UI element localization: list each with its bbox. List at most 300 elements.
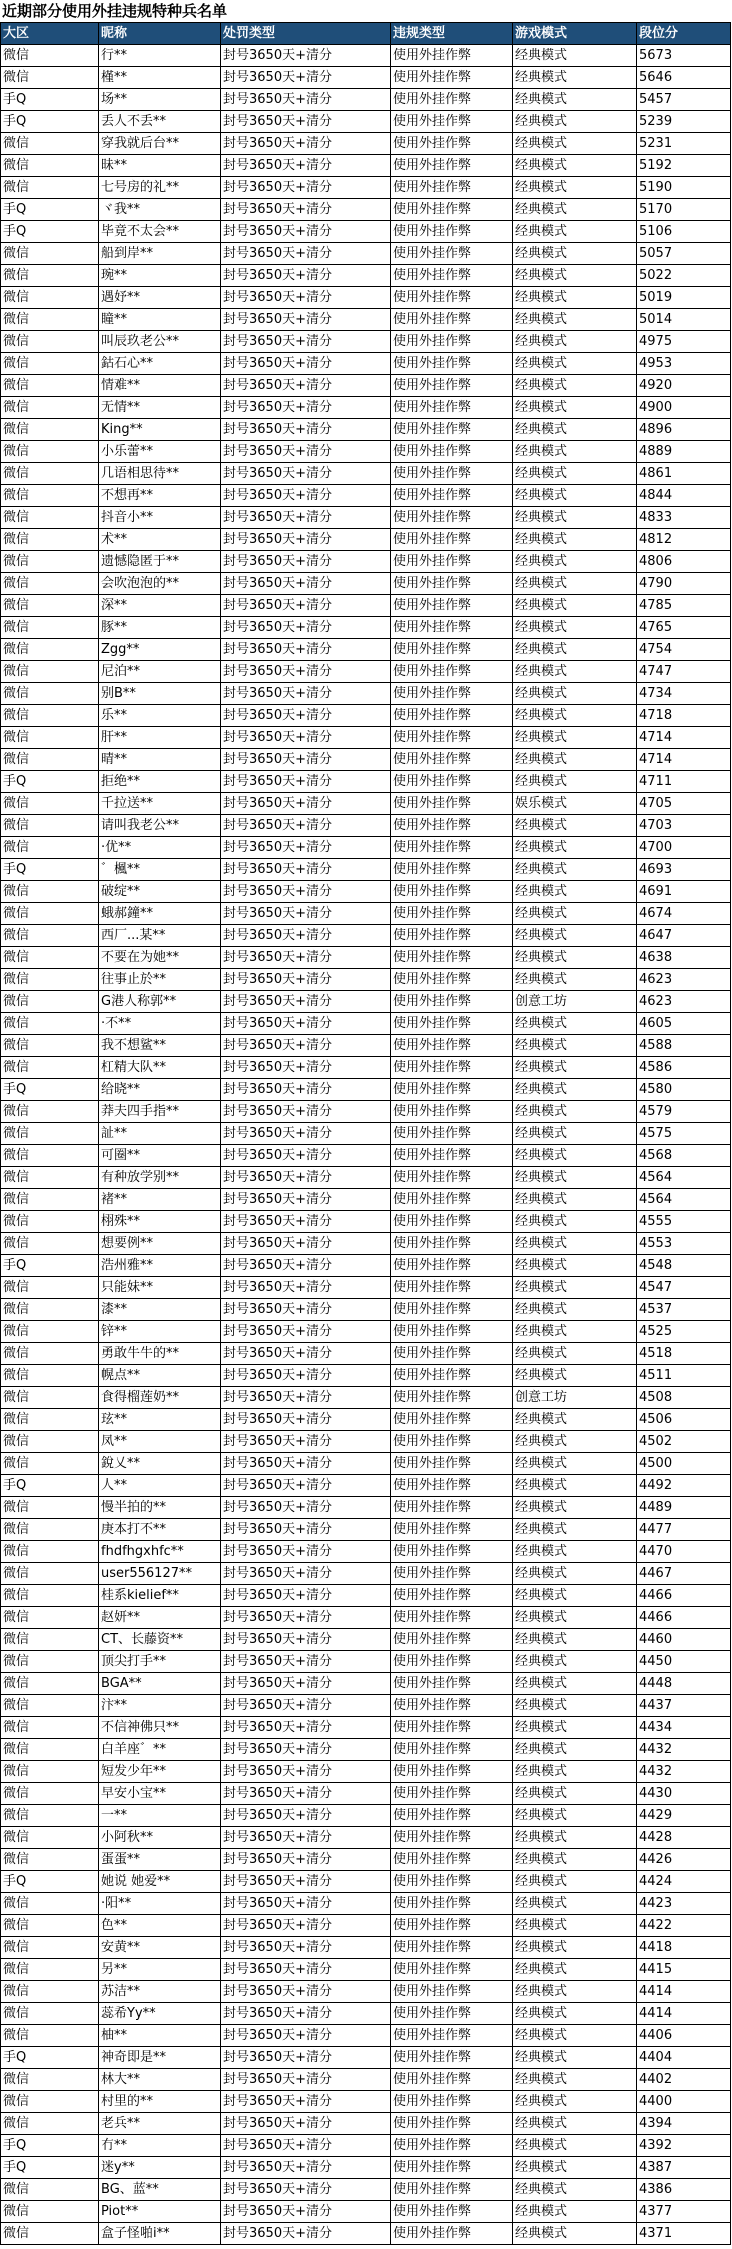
rank-score-cell: 4460 <box>637 1629 731 1651</box>
game-mode-cell: 经典模式 <box>513 2047 637 2069</box>
rank-score-cell: 4861 <box>637 463 731 485</box>
region-cell: 微信 <box>1 1365 99 1387</box>
rank-score-cell: 4548 <box>637 1255 731 1277</box>
region-cell: 微信 <box>1 1783 99 1805</box>
penalty-type-cell: 封号3650天+清分 <box>221 485 391 507</box>
table-row <box>1 2047 731 2069</box>
table-row <box>1 133 731 155</box>
rank-score-cell: 4844 <box>637 485 731 507</box>
nickname-cell: 蛾郝鐘** <box>99 903 221 925</box>
violation-type-cell: 使用外挂作弊 <box>391 1871 513 1893</box>
violation-type-cell: 使用外挂作弊 <box>391 1431 513 1453</box>
region-cell: 微信 <box>1 1233 99 1255</box>
rank-score-cell: 4489 <box>637 1497 731 1519</box>
table-row <box>1 683 731 705</box>
penalty-type-cell: 封号3650天+清分 <box>221 1673 391 1695</box>
nickname-cell: 破绽** <box>99 881 221 903</box>
region-cell: 微信 <box>1 287 99 309</box>
nickname-cell: Zgg** <box>99 639 221 661</box>
header-penalty-type: 处罚类型 <box>221 23 391 45</box>
table-row <box>1 1585 731 1607</box>
game-mode-cell: 经典模式 <box>513 859 637 881</box>
table-row <box>1 1497 731 1519</box>
rank-score-cell: 4467 <box>637 1563 731 1585</box>
nickname-cell: 村里的** <box>99 2091 221 2113</box>
region-cell: 微信 <box>1 529 99 551</box>
rank-score-cell: 4714 <box>637 749 731 771</box>
nickname-cell: 苏洁** <box>99 1981 221 2003</box>
rank-score-cell: 4506 <box>637 1409 731 1431</box>
table-row <box>1 1937 731 1959</box>
nickname-cell: G港人称郭** <box>99 991 221 1013</box>
region-cell: 微信 <box>1 1211 99 1233</box>
penalty-type-cell: 封号3650天+清分 <box>221 155 391 177</box>
violation-type-cell: 使用外挂作弊 <box>391 749 513 771</box>
violation-type-cell: 使用外挂作弊 <box>391 2025 513 2047</box>
region-cell: 微信 <box>1 1651 99 1673</box>
rank-score-cell: 4424 <box>637 1871 731 1893</box>
game-mode-cell: 经典模式 <box>513 595 637 617</box>
region-cell: 微信 <box>1 1541 99 1563</box>
violation-type-cell: 使用外挂作弊 <box>391 1695 513 1717</box>
region-cell: 手Q <box>1 2135 99 2157</box>
rank-score-cell: 4502 <box>637 1431 731 1453</box>
rank-score-cell: 4812 <box>637 529 731 551</box>
table-row <box>1 2003 731 2025</box>
penalty-type-cell: 封号3650天+清分 <box>221 1233 391 1255</box>
violation-type-cell: 使用外挂作弊 <box>391 2047 513 2069</box>
rank-score-cell: 4734 <box>637 683 731 705</box>
table-row <box>1 1915 731 1937</box>
penalty-type-cell: 封号3650天+清分 <box>221 2201 391 2223</box>
table-row <box>1 2025 731 2047</box>
region-cell: 微信 <box>1 265 99 287</box>
game-mode-cell: 经典模式 <box>513 243 637 265</box>
violation-type-cell: 使用外挂作弊 <box>391 243 513 265</box>
violation-type-cell: 使用外挂作弊 <box>391 2223 513 2245</box>
game-mode-cell: 经典模式 <box>513 1937 637 1959</box>
nickname-cell: 无情** <box>99 397 221 419</box>
rank-score-cell: 4387 <box>637 2157 731 2179</box>
game-mode-cell: 经典模式 <box>513 1475 637 1497</box>
penalty-type-cell: 封号3650天+清分 <box>221 1981 391 2003</box>
rank-score-cell: 4588 <box>637 1035 731 1057</box>
rank-score-cell: 4414 <box>637 1981 731 2003</box>
region-cell: 微信 <box>1 1563 99 1585</box>
violation-type-cell: 使用外挂作弊 <box>391 1783 513 1805</box>
rank-score-cell: 4896 <box>637 419 731 441</box>
game-mode-cell: 经典模式 <box>513 287 637 309</box>
nickname-cell: 慢半拍的** <box>99 1497 221 1519</box>
table-row <box>1 837 731 859</box>
region-cell: 微信 <box>1 133 99 155</box>
page-title: 近期部分使用外挂违规特种兵名单 <box>2 2 228 20</box>
penalty-type-cell: 封号3650天+清分 <box>221 419 391 441</box>
nickname-cell: 豚** <box>99 617 221 639</box>
violation-type-cell: 使用外挂作弊 <box>391 881 513 903</box>
nickname-cell: 庚本打不** <box>99 1519 221 1541</box>
violation-type-cell: 使用外挂作弊 <box>391 2157 513 2179</box>
nickname-cell: 想要例** <box>99 1233 221 1255</box>
rank-score-cell: 4765 <box>637 617 731 639</box>
region-cell: 微信 <box>1 485 99 507</box>
region-cell: 微信 <box>1 1057 99 1079</box>
nickname-cell: 瞳** <box>99 309 221 331</box>
region-cell: 微信 <box>1 419 99 441</box>
nickname-cell: 场** <box>99 89 221 111</box>
game-mode-cell: 经典模式 <box>513 485 637 507</box>
region-cell: 微信 <box>1 1101 99 1123</box>
violation-type-cell: 使用外挂作弊 <box>391 441 513 463</box>
table-row <box>1 2091 731 2113</box>
rank-score-cell: 4785 <box>637 595 731 617</box>
penalty-type-cell: 封号3650天+清分 <box>221 925 391 947</box>
table-row <box>1 221 731 243</box>
game-mode-cell: 经典模式 <box>513 1255 637 1277</box>
table-row <box>1 815 731 837</box>
rank-score-cell: 4711 <box>637 771 731 793</box>
violation-type-cell: 使用外挂作弊 <box>391 353 513 375</box>
table-row <box>1 771 731 793</box>
penalty-type-cell: 封号3650天+清分 <box>221 1365 391 1387</box>
penalty-type-cell: 封号3650天+清分 <box>221 617 391 639</box>
violation-type-cell: 使用外挂作弊 <box>391 1409 513 1431</box>
game-mode-cell: 经典模式 <box>513 617 637 639</box>
header-nickname: 昵称 <box>99 23 221 45</box>
game-mode-cell: 经典模式 <box>513 1761 637 1783</box>
table-row <box>1 1167 731 1189</box>
rank-score-cell: 4975 <box>637 331 731 353</box>
rank-score-cell: 4508 <box>637 1387 731 1409</box>
region-cell: 微信 <box>1 1321 99 1343</box>
nickname-cell: 不要在为她** <box>99 947 221 969</box>
game-mode-cell: 经典模式 <box>513 771 637 793</box>
rank-score-cell: 4833 <box>637 507 731 529</box>
nickname-cell: 行** <box>99 45 221 67</box>
table-row <box>1 1849 731 1871</box>
violation-type-cell: 使用外挂作弊 <box>391 661 513 683</box>
nickname-cell: BG、蓝** <box>99 2179 221 2201</box>
penalty-type-cell: 封号3650天+清分 <box>221 661 391 683</box>
rank-score-cell: 5239 <box>637 111 731 133</box>
game-mode-cell: 经典模式 <box>513 2135 637 2157</box>
region-cell: 微信 <box>1 1827 99 1849</box>
game-mode-cell: 经典模式 <box>513 199 637 221</box>
penalty-type-cell: 封号3650天+清分 <box>221 727 391 749</box>
game-mode-cell: 经典模式 <box>513 397 637 419</box>
rank-score-cell: 4448 <box>637 1673 731 1695</box>
nickname-cell: 她说 她爱** <box>99 1871 221 1893</box>
rank-score-cell: 5019 <box>637 287 731 309</box>
region-cell: 微信 <box>1 837 99 859</box>
region-cell: 微信 <box>1 947 99 969</box>
rank-score-cell: 4466 <box>637 1607 731 1629</box>
nickname-cell: 船到岸** <box>99 243 221 265</box>
rank-score-cell: 4700 <box>637 837 731 859</box>
rank-score-cell: 4900 <box>637 397 731 419</box>
nickname-cell: 叫辰玖老公** <box>99 331 221 353</box>
penalty-type-cell: 封号3650天+清分 <box>221 397 391 419</box>
table-row <box>1 1343 731 1365</box>
region-cell: 手Q <box>1 221 99 243</box>
region-cell: 微信 <box>1 441 99 463</box>
region-cell: 手Q <box>1 859 99 881</box>
table-row <box>1 1805 731 1827</box>
region-cell: 手Q <box>1 199 99 221</box>
violation-type-cell: 使用外挂作弊 <box>391 1453 513 1475</box>
rank-score-cell: 4953 <box>637 353 731 375</box>
rank-score-cell: 4394 <box>637 2113 731 2135</box>
region-cell: 微信 <box>1 1629 99 1651</box>
violation-type-cell: 使用外挂作弊 <box>391 485 513 507</box>
region-cell: 微信 <box>1 1387 99 1409</box>
region-cell: 微信 <box>1 1299 99 1321</box>
violation-type-cell: 使用外挂作弊 <box>391 903 513 925</box>
region-cell: 手Q <box>1 2047 99 2069</box>
region-cell: 手Q <box>1 771 99 793</box>
rank-score-cell: 4754 <box>637 639 731 661</box>
game-mode-cell: 经典模式 <box>513 683 637 705</box>
table-row <box>1 1035 731 1057</box>
game-mode-cell: 经典模式 <box>513 2157 637 2179</box>
game-mode-cell: 经典模式 <box>513 221 637 243</box>
penalty-type-cell: 封号3650天+清分 <box>221 947 391 969</box>
nickname-cell: 褚** <box>99 1189 221 1211</box>
region-cell: 微信 <box>1 815 99 837</box>
region-cell: 微信 <box>1 1123 99 1145</box>
nickname-cell: 汴** <box>99 1695 221 1717</box>
game-mode-cell: 娱乐模式 <box>513 793 637 815</box>
nickname-cell: 一** <box>99 1805 221 1827</box>
penalty-type-cell: 封号3650天+清分 <box>221 749 391 771</box>
penalty-type-cell: 封号3650天+清分 <box>221 331 391 353</box>
penalty-type-cell: 封号3650天+清分 <box>221 177 391 199</box>
penalty-type-cell: 封号3650天+清分 <box>221 287 391 309</box>
region-cell: 微信 <box>1 243 99 265</box>
violation-type-cell: 使用外挂作弊 <box>391 2113 513 2135</box>
nickname-cell: 赵妍** <box>99 1607 221 1629</box>
table-row <box>1 2069 731 2091</box>
region-cell: 微信 <box>1 1145 99 1167</box>
penalty-type-cell: 封号3650天+清分 <box>221 771 391 793</box>
table-row <box>1 89 731 111</box>
violation-type-cell: 使用外挂作弊 <box>391 1101 513 1123</box>
nickname-cell: 勇敢牛牛的** <box>99 1343 221 1365</box>
violation-type-cell: 使用外挂作弊 <box>391 2135 513 2157</box>
game-mode-cell: 经典模式 <box>513 1981 637 2003</box>
nickname-cell: King** <box>99 419 221 441</box>
rank-score-cell: 4674 <box>637 903 731 925</box>
nickname-cell: 别B** <box>99 683 221 705</box>
table-row <box>1 1695 731 1717</box>
table-row <box>1 2157 731 2179</box>
penalty-type-cell: 封号3650天+清分 <box>221 2003 391 2025</box>
penalty-type-cell: 封号3650天+清分 <box>221 2135 391 2157</box>
nickname-cell: 白羊座゛** <box>99 1739 221 1761</box>
table-row <box>1 1871 731 1893</box>
table-row <box>1 1123 731 1145</box>
rank-score-cell: 4426 <box>637 1849 731 1871</box>
violation-type-cell: 使用外挂作弊 <box>391 1937 513 1959</box>
region-cell: 微信 <box>1 1431 99 1453</box>
violation-type-cell: 使用外挂作弊 <box>391 2201 513 2223</box>
penalty-type-cell: 封号3650天+清分 <box>221 309 391 331</box>
rank-score-cell: 4429 <box>637 1805 731 1827</box>
violation-type-cell: 使用外挂作弊 <box>391 1079 513 1101</box>
table-row <box>1 1013 731 1035</box>
violation-type-cell: 使用外挂作弊 <box>391 771 513 793</box>
violation-type-cell: 使用外挂作弊 <box>391 1739 513 1761</box>
game-mode-cell: 经典模式 <box>513 419 637 441</box>
game-mode-cell: 经典模式 <box>513 1541 637 1563</box>
game-mode-cell: 经典模式 <box>513 1673 637 1695</box>
penalty-type-cell: 封号3650天+清分 <box>221 551 391 573</box>
violation-type-cell: 使用外挂作弊 <box>391 1475 513 1497</box>
region-cell: 微信 <box>1 1893 99 1915</box>
game-mode-cell: 经典模式 <box>513 45 637 67</box>
region-cell: 微信 <box>1 1277 99 1299</box>
penalty-type-cell: 封号3650天+清分 <box>221 1101 391 1123</box>
game-mode-cell: 经典模式 <box>513 1057 637 1079</box>
table-row <box>1 1981 731 2003</box>
violation-type-cell: 使用外挂作弊 <box>391 1299 513 1321</box>
rank-score-cell: 4402 <box>637 2069 731 2091</box>
game-mode-cell: 经典模式 <box>513 1101 637 1123</box>
nickname-cell: 冇** <box>99 2135 221 2157</box>
rank-score-cell: 5231 <box>637 133 731 155</box>
nickname-cell: 浩州雅** <box>99 1255 221 1277</box>
game-mode-cell: 经典模式 <box>513 1629 637 1651</box>
game-mode-cell: 经典模式 <box>513 705 637 727</box>
region-cell: 微信 <box>1 1959 99 1981</box>
nickname-cell: ゛楓** <box>99 859 221 881</box>
penalty-type-cell: 封号3650天+清分 <box>221 1629 391 1651</box>
nickname-cell: 小乐蕾** <box>99 441 221 463</box>
region-cell: 微信 <box>1 155 99 177</box>
rank-score-cell: 4477 <box>637 1519 731 1541</box>
penalty-type-cell: 封号3650天+清分 <box>221 1299 391 1321</box>
rank-score-cell: 4623 <box>637 991 731 1013</box>
table-row <box>1 507 731 529</box>
region-cell: 手Q <box>1 89 99 111</box>
region-cell: 微信 <box>1 793 99 815</box>
table-row <box>1 265 731 287</box>
region-cell: 微信 <box>1 2091 99 2113</box>
violation-type-cell: 使用外挂作弊 <box>391 111 513 133</box>
table-row <box>1 1475 731 1497</box>
rank-score-cell: 4422 <box>637 1915 731 1937</box>
penalty-type-cell: 封号3650天+清分 <box>221 1871 391 1893</box>
penalty-type-cell: 封号3650天+清分 <box>221 2091 391 2113</box>
penalty-type-cell: 封号3650天+清分 <box>221 463 391 485</box>
table-row <box>1 375 731 397</box>
violation-type-cell: 使用外挂作弊 <box>391 1915 513 1937</box>
table-row <box>1 1233 731 1255</box>
region-cell: 微信 <box>1 1497 99 1519</box>
penalty-type-cell: 封号3650天+清分 <box>221 2069 391 2091</box>
game-mode-cell: 经典模式 <box>513 265 637 287</box>
violation-type-cell: 使用外挂作弊 <box>391 1607 513 1629</box>
game-mode-cell: 经典模式 <box>513 639 637 661</box>
violation-type-cell: 使用外挂作弊 <box>391 1387 513 1409</box>
violation-type-cell: 使用外挂作弊 <box>391 1189 513 1211</box>
game-mode-cell: 经典模式 <box>513 749 637 771</box>
region-cell: 微信 <box>1 463 99 485</box>
rank-score-cell: 4434 <box>637 1717 731 1739</box>
table-row <box>1 859 731 881</box>
violation-type-cell: 使用外挂作弊 <box>391 1541 513 1563</box>
game-mode-cell: 经典模式 <box>513 815 637 837</box>
nickname-cell: 早安小宝** <box>99 1783 221 1805</box>
game-mode-cell: 经典模式 <box>513 177 637 199</box>
game-mode-cell: 经典模式 <box>513 463 637 485</box>
game-mode-cell: 经典模式 <box>513 1321 637 1343</box>
penalty-type-cell: 封号3650天+清分 <box>221 1893 391 1915</box>
table-row <box>1 331 731 353</box>
penalty-type-cell: 封号3650天+清分 <box>221 2223 391 2245</box>
table-header-row <box>1 23 731 45</box>
penalty-type-cell: 封号3650天+清分 <box>221 1915 391 1937</box>
nickname-cell: 神奇即是** <box>99 2047 221 2069</box>
game-mode-cell: 经典模式 <box>513 1013 637 1035</box>
nickname-cell: 可圈** <box>99 1145 221 1167</box>
rank-score-cell: 5457 <box>637 89 731 111</box>
nickname-cell: 几语相思待** <box>99 463 221 485</box>
penalty-type-cell: 封号3650天+清分 <box>221 705 391 727</box>
table-row <box>1 1299 731 1321</box>
penalty-type-cell: 封号3650天+清分 <box>221 1431 391 1453</box>
violation-type-cell: 使用外挂作弊 <box>391 1959 513 1981</box>
violation-type-cell: 使用外挂作弊 <box>391 991 513 1013</box>
game-mode-cell: 经典模式 <box>513 1739 637 1761</box>
game-mode-cell: 经典模式 <box>513 1827 637 1849</box>
nickname-cell: 往事止於** <box>99 969 221 991</box>
game-mode-cell: 经典模式 <box>513 1035 637 1057</box>
penalty-type-cell: 封号3650天+清分 <box>221 815 391 837</box>
nickname-cell: 昧** <box>99 155 221 177</box>
violation-type-cell: 使用外挂作弊 <box>391 177 513 199</box>
penalty-type-cell: 封号3650天+清分 <box>221 67 391 89</box>
penalty-type-cell: 封号3650天+清分 <box>221 969 391 991</box>
region-cell: 微信 <box>1 353 99 375</box>
nickname-cell: 林大** <box>99 2069 221 2091</box>
region-cell: 微信 <box>1 507 99 529</box>
game-mode-cell: 经典模式 <box>513 353 637 375</box>
nickname-cell: 深** <box>99 595 221 617</box>
game-mode-cell: 经典模式 <box>513 1915 637 1937</box>
penalty-type-cell: 封号3650天+清分 <box>221 529 391 551</box>
violation-type-cell: 使用外挂作弊 <box>391 1893 513 1915</box>
penalty-type-cell: 封号3650天+清分 <box>221 1937 391 1959</box>
penalty-type-cell: 封号3650天+清分 <box>221 89 391 111</box>
rank-score-cell: 4377 <box>637 2201 731 2223</box>
rank-score-cell: 4579 <box>637 1101 731 1123</box>
region-cell: 微信 <box>1 1849 99 1871</box>
rank-score-cell: 4691 <box>637 881 731 903</box>
region-cell: 微信 <box>1 969 99 991</box>
nickname-cell: ヾ我** <box>99 199 221 221</box>
violation-type-cell: 使用外挂作弊 <box>391 89 513 111</box>
nickname-cell: ·不** <box>99 1013 221 1035</box>
violation-type-cell: 使用外挂作弊 <box>391 1233 513 1255</box>
game-mode-cell: 经典模式 <box>513 507 637 529</box>
region-cell: 微信 <box>1 683 99 705</box>
region-cell: 微信 <box>1 1937 99 1959</box>
penalty-type-cell: 封号3650天+清分 <box>221 1123 391 1145</box>
region-cell: 手Q <box>1 1871 99 1893</box>
nickname-cell: 抖音小** <box>99 507 221 529</box>
region-cell: 手Q <box>1 1475 99 1497</box>
